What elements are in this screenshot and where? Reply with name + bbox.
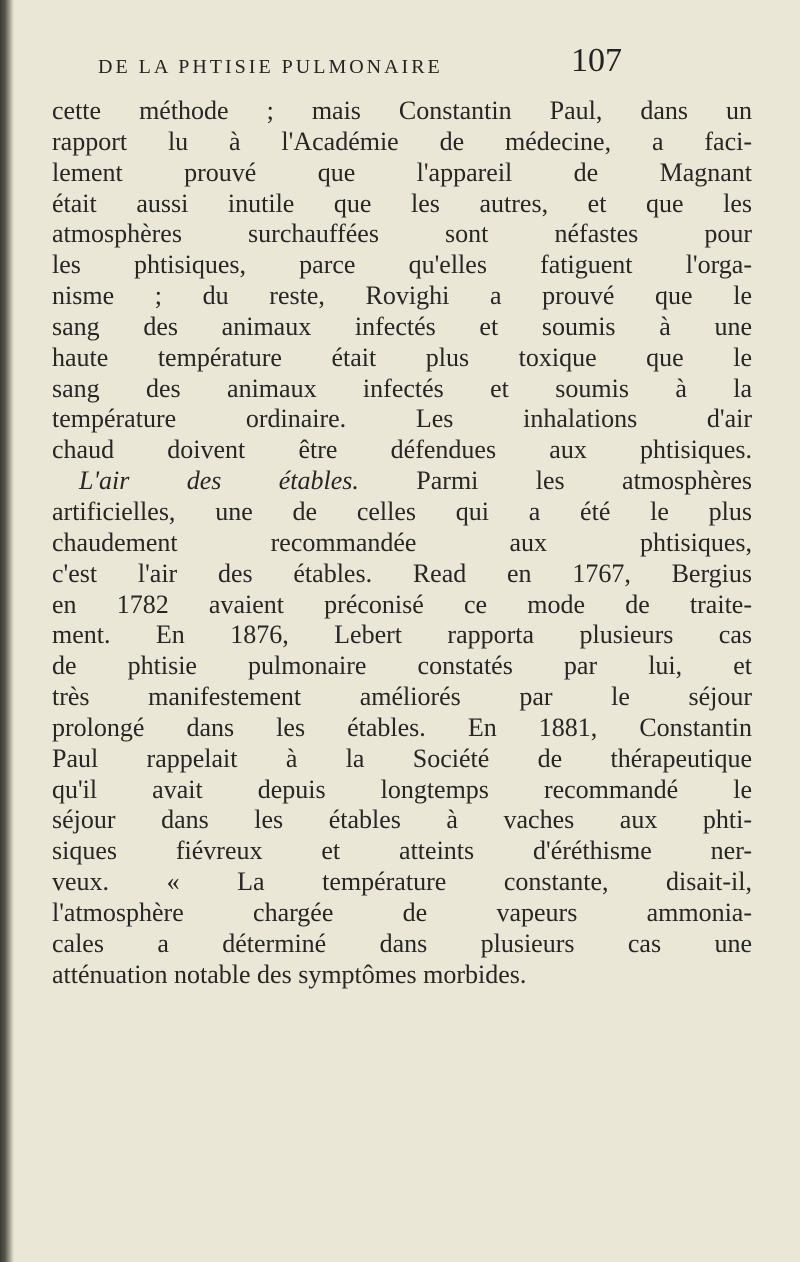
text-line: nisme ; du reste, Rovighi a prouvé que le [52,281,752,311]
text-line: atténuation notable des symptômes morbides. [52,959,527,989]
text-line: siques fiévreux et atteints d'éréthisme ner- [52,836,752,866]
text-line: sang des animaux infectés et soumis à une [52,311,752,341]
text-line: en 1782 avaient préconisé ce mode de traite- [52,589,752,619]
text-line: lement prouvé que l'appareil de Magnant [52,157,752,187]
text-line: veux. « La température constante, disait-il, [52,867,752,897]
text-line: Paul rappelait à la Société de thérapeutique [52,743,752,773]
text-line: atmosphères surchauffées sont néfastes pour [52,219,752,249]
text-line: était aussi inutile que les autres, et que les [52,188,752,218]
text-line: chaud doivent être défendues aux phtisiques. [52,435,752,465]
body-text [52,96,752,990]
text-line: cales a déterminé dans plusieurs cas une [52,928,752,958]
section-heading-continuation: Parmi les atmosphères [358,466,752,496]
text-line: c'est l'air des étables. Read en 1767, Bergius [52,558,752,588]
text-line: chaudement recommandée aux phtisiques, [52,527,752,557]
text-line: cette méthode ; mais Constantin Paul, dans un [52,96,752,125]
page-number: 107 [571,42,622,79]
text-line: sang des animaux infectés et soumis à la [52,373,752,403]
text-line: prolongé dans les étables. En 1881, Constantin [52,712,752,742]
text-line: l'atmosphère chargée de vapeurs ammonia- [52,897,752,927]
text-line: de phtisie pulmonaire constatés par lui, et [52,651,752,681]
text-line: les phtisiques, parce qu'elles fatiguent l'orga- [52,250,752,280]
text-line: ment. En 1876, Lebert rapporta plusieurs cas [52,620,752,650]
text-line: température ordinaire. Les inhalations d'air [52,404,752,434]
text-line: rapport lu à l'Académie de médecine, a faci- [52,126,752,156]
text-line: très manifestement améliorés par le séjour [52,682,752,712]
page-header [0,34,800,84]
text-line: séjour dans les étables à vaches aux phti- [52,805,752,835]
running-title: DE LA PHTISIE PULMONAIRE [98,56,443,78]
text-line: haute température était plus toxique que le [52,342,752,372]
text-line: artificielles, une de celles qui a été le plus [52,496,752,526]
text-line: qu'il avait depuis longtemps recommandé le [52,774,752,804]
page-binding-edge [0,0,14,1262]
section-heading: L'air des étables. [79,466,359,496]
section-heading-line [52,466,752,497]
